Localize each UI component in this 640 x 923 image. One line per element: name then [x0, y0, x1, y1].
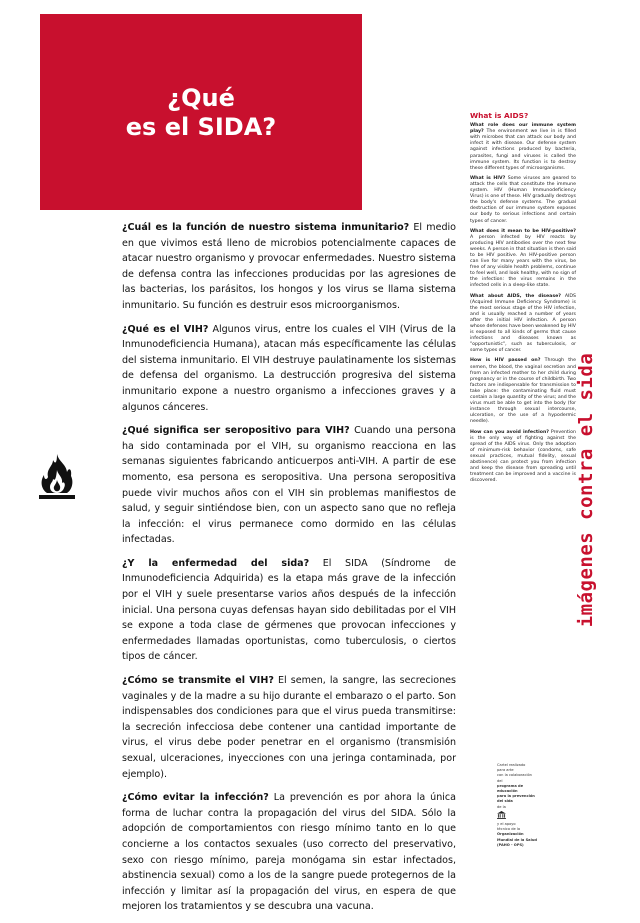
credit-line: Cartel realizado — [497, 763, 526, 767]
section-answer: El SIDA (Síndrome de Inmunodeficiencia Adquirida) es la etapa más grave de la infección por el VIH y suele presentarse varios años después de la infección inicial. Una persona cuyas defensas hayan sido debilitadas por el VIH se expone a toda clase de gérmenes que provocan infecciones y enfermedades llamadas oportunistas, como tuberculosis, o ciertos tipos de cáncer. — [122, 557, 457, 663]
english-heading: What is AIDS? — [470, 111, 529, 120]
english-question: How can you avoid infection? — [470, 429, 550, 435]
credit-line: con la colaboración — [497, 773, 532, 778]
english-section — [470, 123, 576, 172]
english-section — [470, 294, 576, 355]
spanish-text — [122, 220, 456, 923]
credit-line: y el apoyo — [497, 822, 516, 827]
section-answer: Cuando una persona ha sido contaminada por el VIH, su organismo reacciona en las semanas siguientes fabricando anticuerpos anti-VIH. A partir de ese momento, esa persona es seropositiva. Una persona seropositiva puede vivir muchos años con el VIH sin problemas manifiestos de salud, y seguir sintiéndose bien, con un aspecto sano que no refleja la infección: el virus permanece como dormido en las células infectadas. — [122, 425, 457, 546]
credit-line: programa de — [497, 783, 524, 788]
section-question: ¿Cómo se transmite el VIH? — [122, 675, 274, 687]
unesco-logo-icon — [497, 811, 506, 819]
english-question: What role does our immune system play? — [470, 123, 576, 135]
section-question: ¿Qué significa ser seropositivo para VIH? — [122, 425, 350, 437]
flame-icon — [36, 452, 78, 500]
english-answer: A person infected by HIV reacts by producing HIV antibodies over the next few weeks. A person in that situation is then said to be HIV positive. An HIV-positive person can live for many years with the virus, be free of any visible health problems, continue to feel well, and look healthy, with no sign of the infection: the virus remains in the infected cells in a sleep-like state. — [470, 234, 576, 289]
section-question: ¿Qué es el VIH? — [122, 323, 209, 335]
credit-line: para la prevención — [497, 794, 535, 799]
english-answer: AIDS (Acquired Immune Deficiency Syndrome) is the most serious stage of the HIV infection, and is usually reached a number of years after the initial HIV infection. A person whose defenses have been weakened by HIV is exposed to all kinds of germs that cause infections and diseases known as "opportunistic", such as tuberculosis, or some types of cancer. — [470, 293, 577, 354]
section-question: ¿Y la enfermedad del sida? — [122, 557, 310, 569]
section-answer: El semen, la sangre, las secreciones vaginales y de la madre a su hijo durante el embarazo o el parto. Son indispensables dos condiciones para que el virus pueda transmitirse: la secreción infecciosa debe contener una cantidad importante de virus, el virus debe poder penetrar en el organismo (transmisión sexual, ulceraciones, inyecciones con una jeringa contaminada, por ejemplo). — [122, 675, 456, 780]
section-answer: La prevención es por ahora la única forma de luchar contra la propagación del virus del SIDA. Sólo la adopción de comportamientos con riesgo mínimo tanto en lo que concierne a los contactos sexuales (uso correcto del preservativo, sexo con riesgo mínimo, pareja monógama sin estar infectados, abstinencia sexual) como a los de la sangre puede protegernos de la infección y limitar así la propagación del virus, en espera de que mejoren los tratamientos y se descubra una vacuna. — [122, 792, 456, 913]
english-section — [470, 176, 576, 225]
english-question: How is HIV passed on? — [470, 358, 541, 364]
credit-line: de la — [497, 804, 506, 809]
section-answer: Algunos virus, entre los cuales el VIH (Virus de la Inmunodeficiencia Humana), atacan más específicamente las células del sistema inmunitario. El VIH destruye paulatinamente los sistemas de defensa del organismo. La destrucción progresiva del sistema inmunitario expone a nuestro organismo a infecciones graves y a algunos cánceres. — [122, 323, 456, 413]
section-prevention — [122, 790, 456, 915]
english-question: What about AIDS, the disease? — [470, 293, 562, 299]
english-answer: Some viruses are geared to attack the cells that constitute the immune system. HIV (Human Immunodeficiency Virus) is one of these. HIV gradually destroys the body's defense systems. The gradual destruction of our immune system exposes our body to serious infections and certain types of cancer. — [470, 175, 576, 224]
section-question: ¿Cuál es la función de nuestro sistema inmunitario? — [122, 222, 410, 233]
section-hiv — [122, 322, 456, 416]
credit-line: Organización — [497, 832, 524, 837]
english-text — [470, 113, 576, 488]
credit-line: del sida — [497, 799, 513, 804]
english-section — [470, 229, 576, 290]
section-seropositive — [122, 423, 456, 548]
section-question: ¿Cómo evitar la infección? — [122, 792, 269, 804]
section-immune-system — [122, 220, 456, 314]
english-answer: The environment we live in is filled with microbes that can attack our body and infect it with disease. Our defense system against infections produced by bacteria, parasites, fungi and viruses is called the immune system. Its function is to destroy these different types of microorganisms. — [470, 129, 576, 171]
english-question: What is HIV? — [470, 175, 506, 181]
credit-line: Mundial de la Salud — [497, 837, 537, 842]
english-question: What does it mean to be HIV-positive? — [470, 228, 576, 234]
section-aids-disease — [122, 556, 456, 665]
english-section — [470, 358, 576, 425]
vertical-slogan: imágenes contra el sida — [575, 352, 597, 628]
section-answer: El medio en que vivimos está lleno de microbios potencialmente capaces de atacar nuestro organismo y provocar enfermedades. Nuestro sistema de defensa contra las infecciones producidas por las agresiones de las bacterias, los parásitos, los hongos y los virus se llama sistema inmunitario. Su función es destruir esos microorganismos. — [122, 222, 457, 311]
credit-line: técnico de la — [497, 827, 521, 832]
title-line-2: es el SIDA? — [125, 113, 277, 141]
english-section — [470, 430, 576, 485]
section-transmission — [122, 673, 456, 782]
english-answer: Through the semen, the blood, the vaginal secretion and from an infected mother to her child during pregnancy or in the course of childbirth. Two factors are indispensable for transmission to take place: the contaminating fluid must contain a large quantity of the virus; and the virus must be able to get into the body (for instance through sexual intercourse, ulceration, or the use of a hypodermic needle). — [470, 358, 576, 425]
credits — [497, 763, 557, 848]
credit-line: para arte — [497, 768, 514, 773]
title-line-1: ¿Qué — [167, 84, 235, 112]
poster-title — [40, 84, 362, 142]
credit-line: educación — [497, 789, 518, 794]
credit-line: del — [497, 778, 503, 783]
credit-line: (PAHO - OPS) — [497, 842, 524, 847]
english-answer: Prevention is the only way of fighting against the spread of the AIDS virus. Only the adoption of minimum-risk behavior (condoms, safe sexual practices, mutual fidelity, sexual abstinence) can protect you from infection and keep the disease from spreading until treatment can be improved and a vaccine is discovered. — [470, 429, 576, 484]
